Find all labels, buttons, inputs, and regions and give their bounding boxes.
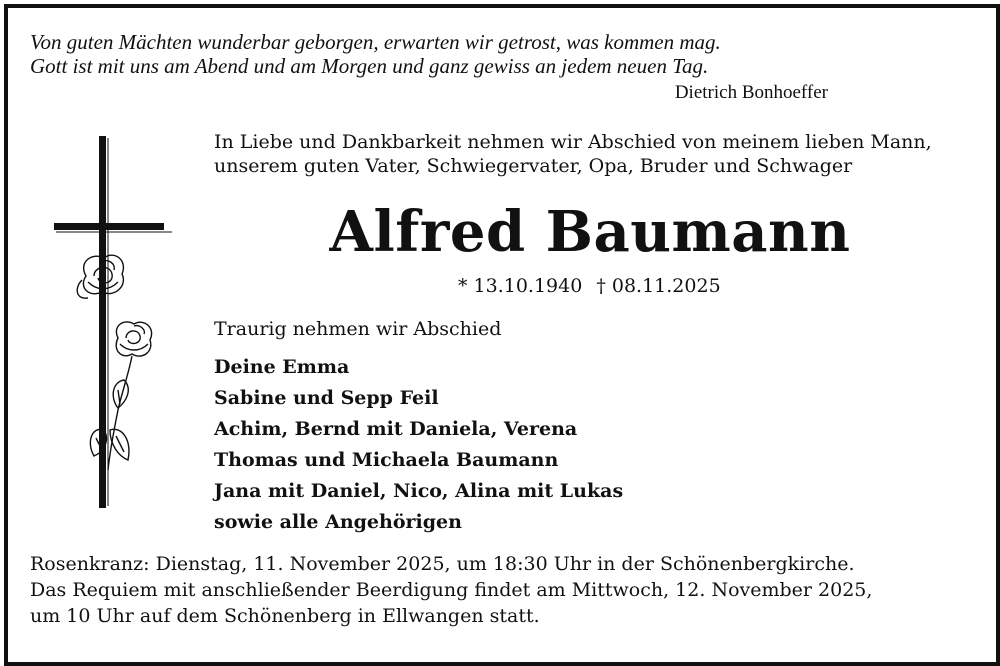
service-details bbox=[30, 551, 872, 629]
mourner-name: Jana mit Daniel, Nico, Alina mit Lukas bbox=[214, 480, 624, 502]
mourner-name: Deine Emma bbox=[214, 356, 350, 378]
intro-text bbox=[214, 130, 932, 178]
mourners-heading: Traurig nehmen wir Abschied bbox=[214, 318, 502, 340]
intro-line: In Liebe und Dankbarkeit nehmen wir Abschied von meinem lieben Mann, bbox=[214, 131, 932, 153]
cross-with-roses-icon bbox=[48, 130, 178, 520]
service-line: Das Requiem mit anschließender Beerdigung findet am Mittwoch, 12. November 2025, bbox=[30, 579, 873, 601]
quote-author: Dietrich Bonhoeffer bbox=[674, 82, 828, 103]
mourner-name: Sabine und Sepp Feil bbox=[214, 387, 439, 409]
bonhoeffer-quote bbox=[30, 30, 721, 78]
quote-line: Von guten Mächten wunderbar geborgen, erwarten wir getrost, was kommen mag. bbox=[30, 30, 721, 54]
mourner-name: Achim, Bernd mit Daniela, Verena bbox=[214, 418, 578, 440]
intro-line: unserem guten Vater, Schwiegervater, Opa, Bruder und Schwager bbox=[214, 155, 853, 177]
life-dates bbox=[458, 274, 735, 298]
deceased-name: Alfred Baumann bbox=[329, 199, 851, 265]
quote-line: Gott ist mit uns am Abend und am Morgen und ganz gewiss an jedem neuen Tag. bbox=[30, 54, 709, 78]
mourner-name: sowie alle Angehörigen bbox=[214, 511, 462, 533]
mourners-list bbox=[214, 352, 623, 538]
mourner-name: Thomas und Michaela Baumann bbox=[214, 449, 559, 471]
death-date: † 08.11.2025 bbox=[596, 275, 721, 297]
service-line: Rosenkranz: Dienstag, 11. November 2025, um 18:30 Uhr in der Schönenbergkirche. bbox=[30, 553, 855, 575]
birth-date: * 13.10.1940 bbox=[458, 275, 583, 297]
service-line: um 10 Uhr auf dem Schönenberg in Ellwangen statt. bbox=[30, 605, 540, 627]
